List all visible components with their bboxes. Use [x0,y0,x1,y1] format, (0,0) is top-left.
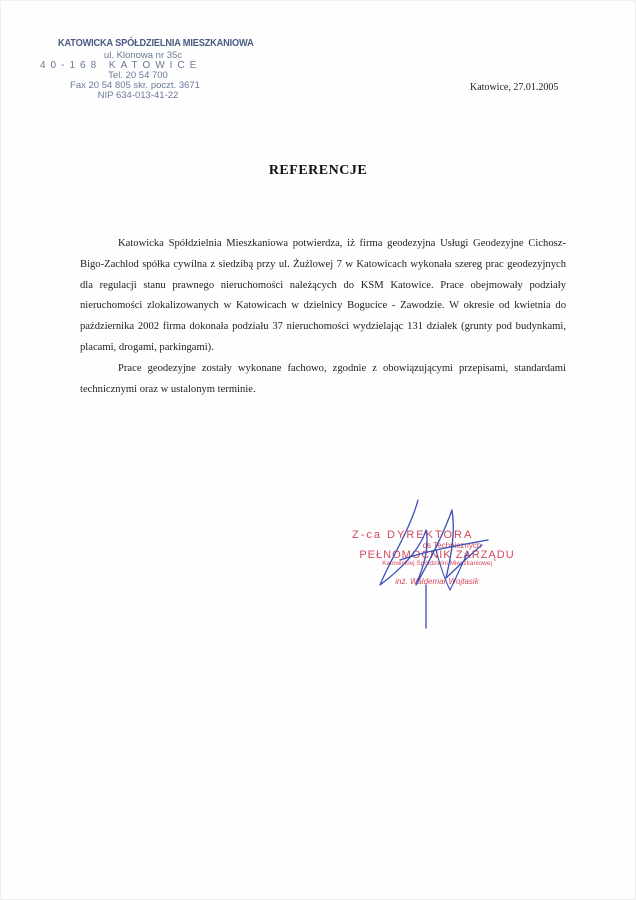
letterhead-nip: NIP 634-013-41-22 [97,90,179,102]
body-paragraph-1: Katowicka Spółdzielnia Mieszkaniowa potwierdza, iż firma geodezyjna Usługi Geodezyjne Cichosz-Bigo-Zachlod spółka cywilna z siedzibą przy ul. Żużlowej 7 w Katowicach wykonała szereg prac geodezyjnych dla regulacji stanu prawnego nieruchomości należących do KSM Katowice. Prace obejmowały podziały nieruchomości zlokalizowanych w Katowicach w dzielnicy Bogucice - Zawodzie. W okresie od kwietnia do października 2002 firma dokonała podziału 37 nieruchomości wydzielając 131 działek (grunty pod budynkami, placami, drogami, parkingami). [80,238,566,353]
letterhead-street: ul. Klonowa nr 35c [103,50,183,62]
document-title: REFERENCJE [268,163,368,178]
document-date: Katowice, 27.01.2005 [470,82,559,93]
stamp-line-role: PEŁNOMOCNIK ZARZĄDU [359,548,515,561]
document-body [80,234,566,400]
stamp-line-position: Z-ca DYREKTORA [352,529,474,541]
body-paragraph-2: Prace geodezyjne zostały wykonane fachowo, zgodnie z obowiązującymi przepisami, standardami technicznymi oraz w ustalonym terminie. [80,362,566,395]
handwritten-signature [360,490,500,630]
stamp-line-department: ds Technicznych [422,540,482,550]
letterhead-org: KATOWICKA SPÓŁDZIELNIA MIESZKANIOWA [58,37,254,49]
letterhead-stamp [40,37,254,102]
stamp-line-name: inż. Waldemar Wojtasik [395,577,479,587]
letterhead-city: 40-168 KATOWICE [40,59,202,71]
letterhead-tel: Tel. 20 54 700 [108,70,168,82]
letterhead-fax: Fax 20 54 805 skr. poczt. 3671 [70,80,200,92]
stamp-line-organization: Katowickiej Spółdzielni Mieszkaniowej [382,560,492,568]
